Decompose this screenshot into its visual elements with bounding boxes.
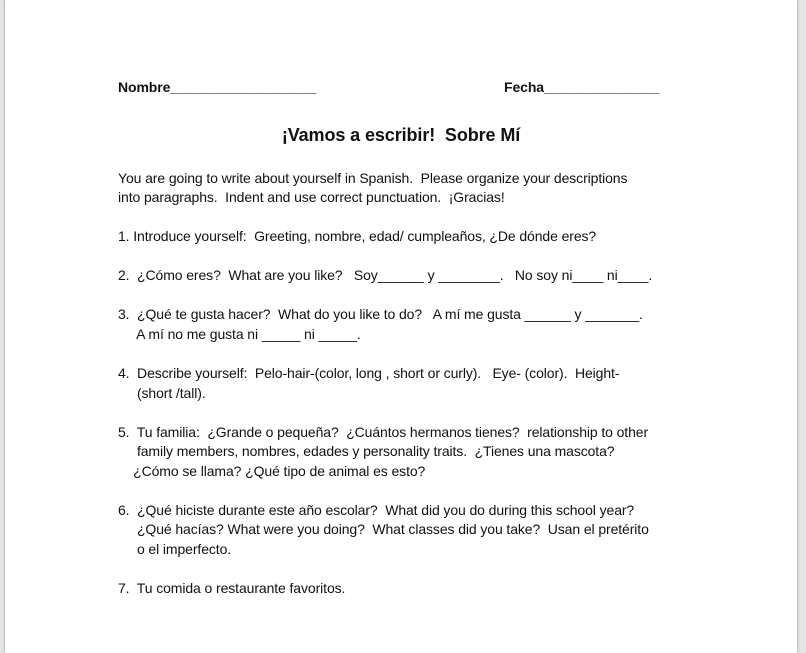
list-item-continuation: family members, nombres, edades y personality traits. ¿Tienes una mascota?: [118, 443, 615, 459]
document-page: [5, 0, 797, 653]
page-title: ¡Vamos a escribir! Sobre Mí: [281, 125, 521, 145]
list-item: 4. Describe yourself: Pelo-hair-(color, long , short or curly). Eye- (color). Height-: [118, 365, 620, 381]
list-item-continuation: ¿Qué hacías? What were you doing? What classes did you take? Usan el pretérito: [118, 521, 649, 537]
list-item: 2. ¿Cómo eres? What are you like? Soy______ y ________. No soy ni____ ni____.: [118, 267, 653, 283]
list-item-continuation: (short /tall).: [118, 385, 206, 401]
list-item: 7. Tu comida o restaurante favoritos.: [118, 580, 346, 596]
list-item: 3. ¿Qué te gusta hacer? What do you like to do? A mí me gusta ______ y _______.: [118, 306, 643, 322]
date-field-label: Fecha_______________: [504, 79, 660, 95]
list-item: 5. Tu familia: ¿Grande o pequeña? ¿Cuántos hermanos tienes? relationship to other: [118, 424, 649, 440]
intro-line: into paragraphs. Indent and use correct punctuation. ¡Gracias!: [118, 189, 505, 205]
list-item: 1. Introduce yourself: Greeting, nombre, edad/ cumpleaños, ¿De dónde eres?: [118, 228, 597, 244]
name-field-label: Nombre___________________: [118, 79, 317, 95]
list-item-continuation: o el imperfecto.: [118, 541, 232, 557]
intro-line: You are going to write about yourself in Spanish. Please organize your descriptions: [118, 170, 628, 186]
list-item-continuation: ¿Cómo se llama? ¿Qué tipo de animal es esto?: [118, 463, 426, 479]
list-item-continuation: A mí no me gusta ni _____ ni _____.: [118, 326, 361, 342]
list-item: 6. ¿Qué hiciste durante este año escolar? What did you do during this school year?: [118, 502, 635, 518]
